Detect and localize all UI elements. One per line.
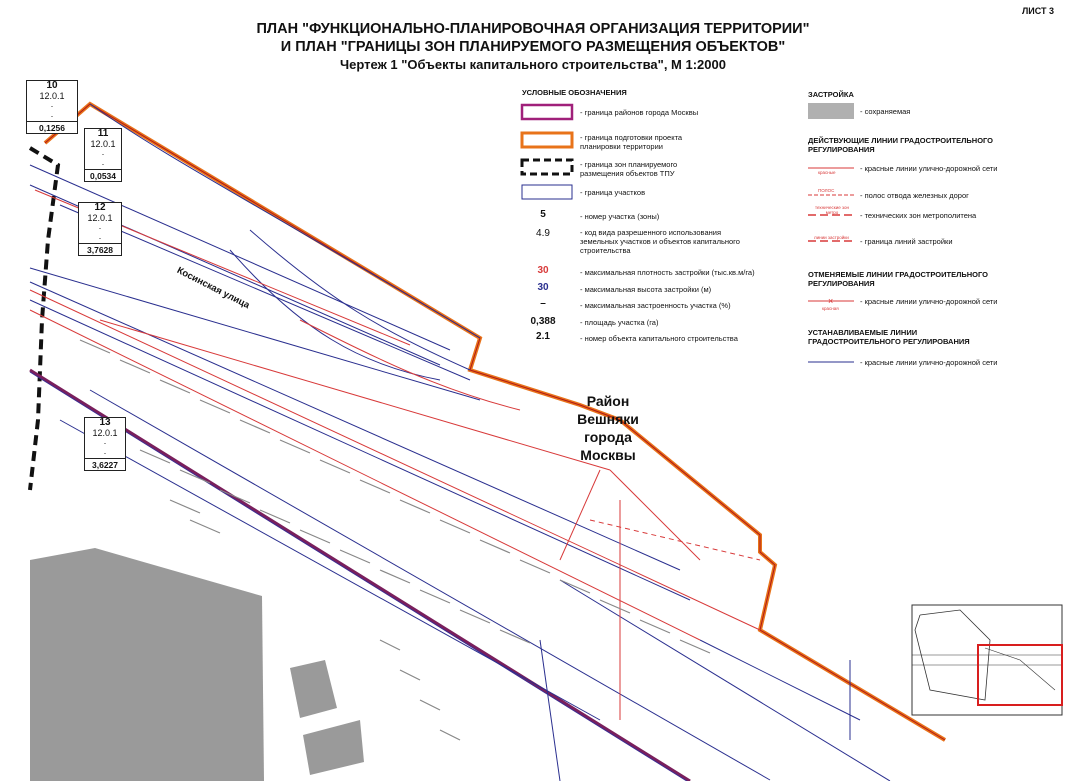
parcel-label-12: 12 12.0.1 · · 3,7628 xyxy=(78,202,122,256)
sheet-number: ЛИСТ 3 xyxy=(1021,6,1054,16)
parcel-number: 12 xyxy=(94,202,106,213)
legend-item: - красные линии улично-дорожной сети xyxy=(860,297,998,306)
street-label: Косинская улица xyxy=(175,265,252,312)
legend-item: - максимальная плотность застройки (тыс.кв.м/га) xyxy=(580,268,755,277)
parcel-code: 12.0.1 xyxy=(87,213,113,223)
legend-item: - граница зон планируемого размещения объектов ТПУ xyxy=(580,160,678,178)
title-line-3: Чертеж 1 "Объекты капитального строительства", М 1:2000 xyxy=(340,57,726,72)
legend-symbol: 4.9 xyxy=(536,228,550,239)
existing-buildings xyxy=(30,548,364,781)
parcel-code: 12.0.1 xyxy=(90,139,116,149)
legend-item: - границa линий застройки xyxy=(860,237,953,246)
parcel-number: 10 xyxy=(46,80,58,91)
legend-item: - максимальная высота застройки (м) xyxy=(580,285,712,294)
drawing-title xyxy=(0,20,1066,74)
building-heading: ЗАСТРОЙКА xyxy=(808,90,854,99)
svg-text:×: × xyxy=(828,296,834,306)
parcel-label-13: 13 12.0.1 · · 3,6227 xyxy=(84,417,126,471)
parcel-code: 12.0.1 xyxy=(39,91,65,101)
district-label: Район Вешняки города Москвы xyxy=(577,393,639,463)
title-line-1: ПЛАН "ФУНКЦИОНАЛЬНО-ПЛАНИРОВОЧНАЯ ОРГАНИЗАЦИЯ ТЕРРИТОРИИ" xyxy=(256,21,810,37)
legend-item: - граница подготовки проекта планировки территории xyxy=(580,133,683,151)
legend-symbol: 30 xyxy=(537,282,549,293)
legend-line-tag: красные xyxy=(818,170,836,175)
parcel-number: 11 xyxy=(97,128,109,139)
legend-symbol: 2.1 xyxy=(536,331,550,342)
new-lines-heading: УСТАНАВЛИВАЕМЫЕ ЛИНИИ ГРАДОСТРОИТЕЛЬНОГО РЕГУЛИРОВАНИЯ xyxy=(808,328,970,346)
legend-symbol: 5 xyxy=(540,209,546,220)
legend-item: - номер участка (зоны) xyxy=(580,212,660,221)
legend-item: - номер объекта капитального строительства xyxy=(580,334,738,343)
legend-item: - максимальная застроенность участка (%) xyxy=(580,301,731,310)
legend-symbol: 30 xyxy=(537,265,549,276)
parcel-area: 3,7628 xyxy=(79,243,121,255)
legend-item: - полос отвода железных дорог xyxy=(860,191,969,200)
legend-item: - граница участков xyxy=(580,188,646,197)
parcel-area: 0,1256 xyxy=(27,121,77,133)
overview-inset xyxy=(912,605,1062,715)
parcel-area: 3,6227 xyxy=(85,458,125,470)
parcel-label-11: 11 12.0.1 · · 0,0534 xyxy=(84,128,122,182)
legend-heading: УСЛОВНЫЕ ОБОЗНАЧЕНИЯ xyxy=(522,88,627,97)
legend-symbol: – xyxy=(540,298,546,309)
legend-item: - сохраняемая xyxy=(860,107,911,116)
legend-item: - площадь участка (га) xyxy=(580,318,659,327)
legend-item: - красные линии улично-дорожной сети xyxy=(860,358,998,367)
parcel-label-10: 10 12.0.1 · · 0,1256 xyxy=(26,80,78,134)
current-lines-heading: ДЕЙСТВУЮЩИЕ ЛИНИИ ГРАДОСТРОИТЕЛЬНОГО РЕГУЛИРОВАНИЯ xyxy=(808,136,994,154)
legend-item: - код вида разрешенного использования земельных участков и объектов капитального строительства xyxy=(580,228,740,255)
parcel-code: 12.0.1 xyxy=(92,428,118,438)
legend-item: - технических зон метрополитена xyxy=(860,211,977,220)
legend-line-tag: красная xyxy=(822,306,839,311)
parcel-area: 0,0534 xyxy=(85,169,121,181)
legend-line-tag: технические зон метро xyxy=(815,205,849,215)
legend-symbol: 0,388 xyxy=(530,316,556,327)
legend-line-tag: линии застройки xyxy=(814,235,849,240)
tpu-zone-boundary xyxy=(30,148,58,490)
title-line-2: И ПЛАН "ГРАНИЦЫ ЗОН ПЛАНИРУЕМОГО РАЗМЕЩЕНИЯ ОБЪЕКТОВ" xyxy=(280,39,786,55)
legend-item: - граница районов города Москвы xyxy=(580,108,699,117)
legend-line-tag: ПОЛОС xyxy=(818,188,835,193)
legend-item: - красные линии улично-дорожной сети xyxy=(860,164,998,173)
cancelled-lines-heading: ОТМЕНЯЕМЫЕ ЛИНИИ ГРАДОСТРОИТЕЛЬНОГО РЕГУЛИРОВАНИЯ xyxy=(808,270,988,288)
parcel-number: 13 xyxy=(99,417,111,428)
